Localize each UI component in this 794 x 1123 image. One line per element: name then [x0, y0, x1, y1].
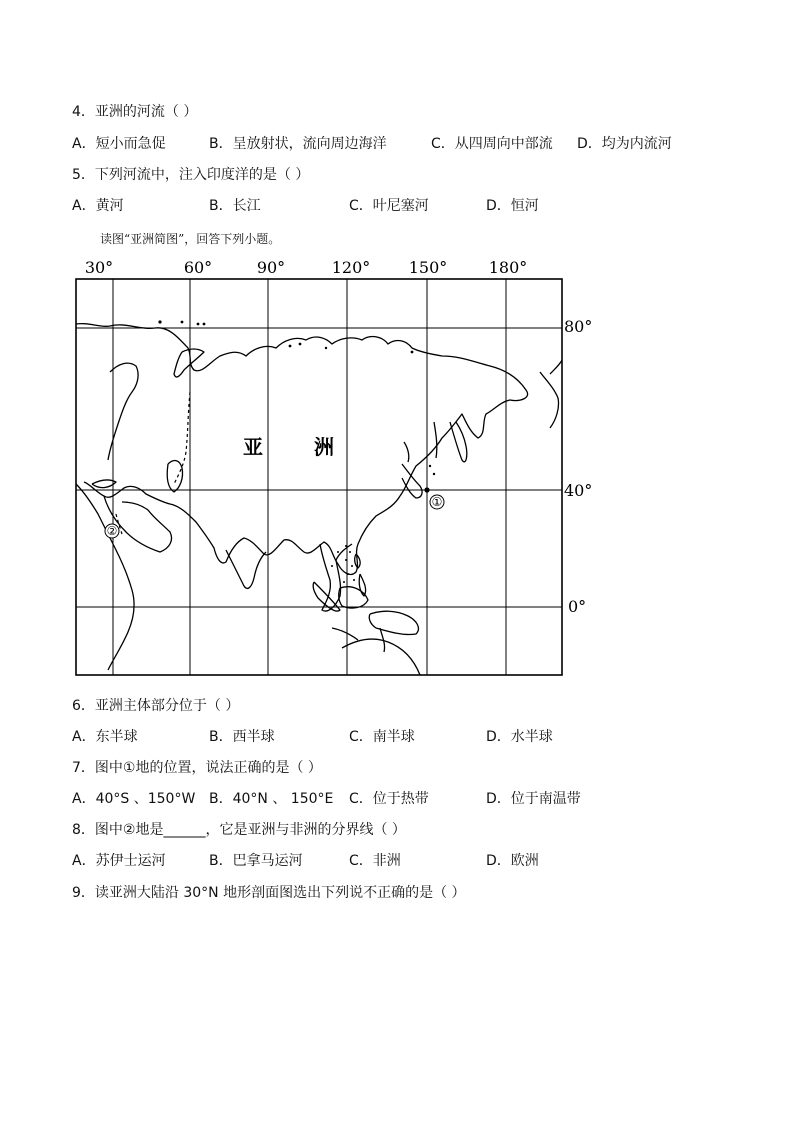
question-8-option-a[interactable]: A．苏伊士运河 [72, 853, 166, 869]
question-8-option-d[interactable]: D．欧洲 [486, 853, 539, 869]
lat-label-40: 40° [564, 481, 593, 500]
question-5-option-b[interactable]: B．长江 [209, 198, 261, 214]
question-6-option-c[interactable]: C．南半球 [349, 729, 415, 745]
question-4-option-d[interactable]: D．均为内流河 [577, 136, 672, 152]
continent-label-part-1: 亚 [243, 435, 263, 459]
question-6-stem: 6．亚洲主体部分位于（ ） [72, 698, 240, 714]
lon-label-120: 120° [331, 258, 371, 277]
question-5-stem: 5．下列河流中，注入印度洋的是（ ） [72, 167, 310, 183]
question-4-option-c[interactable]: C．从四周向中部流 [431, 136, 553, 152]
question-7-stem: 7．图中①地的位置，说法正确的是（ ） [72, 760, 322, 776]
lon-label-150: 150° [408, 258, 448, 277]
question-6-option-d[interactable]: D．水半球 [486, 729, 553, 745]
point-2-label: ② [106, 524, 118, 538]
point-1-label: ① [431, 495, 443, 509]
map-intro: 读图“亚洲简图”，回答下列小题。 [100, 232, 281, 246]
question-9-stem: 9．读亚洲大陆沿 30°N 地形剖面图选出下列说不正确的是（ ） [72, 885, 466, 901]
question-6-option-a[interactable]: A．东半球 [72, 729, 138, 745]
continent-label-part-2: 洲 [314, 435, 334, 459]
question-6-option-b[interactable]: B．西半球 [209, 729, 275, 745]
lon-label-30: 30° [84, 258, 114, 277]
lat-label-80: 80° [564, 317, 593, 336]
lon-label-60: 60° [183, 258, 213, 277]
question-8-option-b[interactable]: B．巴拿马运河 [209, 853, 303, 869]
question-5-option-d[interactable]: D．恒河 [486, 198, 539, 214]
map-frame [76, 279, 562, 675]
question-7-option-d[interactable]: D．位于南温带 [486, 791, 581, 807]
question-7-option-b[interactable]: B．40°N 、 150°E [209, 791, 334, 807]
parallel-lines [76, 328, 562, 607]
coastlines [76, 324, 562, 675]
asia-sketch-map [70, 252, 600, 684]
question-4-stem: 4．亚洲的河流（ ） [72, 104, 198, 120]
question-7-option-c[interactable]: C．位于热带 [349, 791, 429, 807]
question-4-option-b[interactable]: B．呈放射状，流向周边海洋 [209, 136, 387, 152]
point-1-marker [424, 487, 429, 492]
question-8-stem: 8．图中②地是______，它是亚洲与非洲的分界线（ ） [72, 822, 406, 838]
lon-label-180: 180° [488, 258, 528, 277]
question-5-option-c[interactable]: C．叶尼塞河 [349, 198, 429, 214]
question-5-option-a[interactable]: A．黄河 [72, 198, 124, 214]
question-7-option-a[interactable]: A．40°S 、150°W [72, 791, 196, 807]
lat-label-0: 0° [568, 597, 587, 616]
question-8-option-c[interactable]: C．非洲 [349, 853, 401, 869]
lon-label-90: 90° [256, 258, 286, 277]
question-4-option-a[interactable]: A．短小而急促 [72, 136, 166, 152]
